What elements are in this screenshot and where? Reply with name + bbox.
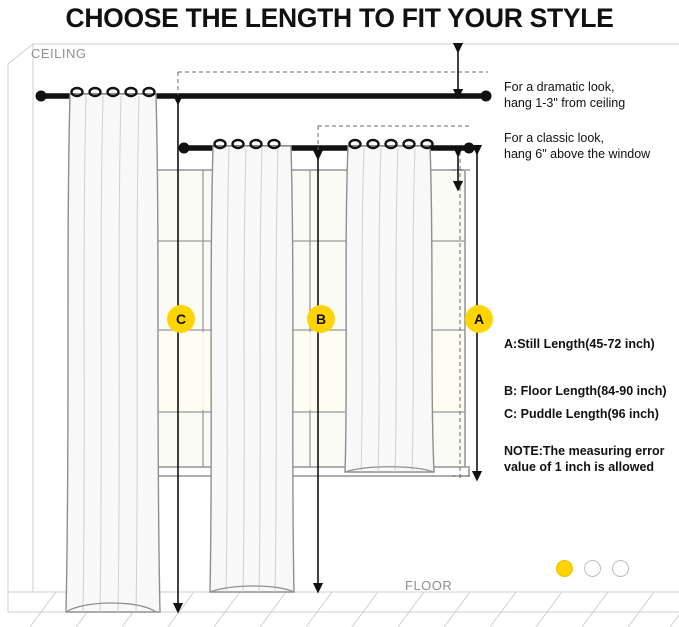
curtain-panel-b bbox=[210, 140, 294, 592]
legend-a: A:Still Length(45-72 inch) bbox=[504, 337, 655, 351]
page-title: CHOOSE THE LENGTH TO FIT YOUR STYLE bbox=[65, 3, 614, 33]
badge-a: A bbox=[465, 305, 493, 333]
classic-look-line-2: hang 6" above the window bbox=[504, 147, 651, 161]
carousel-dot-2[interactable] bbox=[584, 560, 601, 577]
measuring-error-line-1: NOTE:The measuring error bbox=[504, 444, 665, 458]
measuring-error-line-2: value of 1 inch is allowed bbox=[504, 460, 655, 474]
floor-label: FLOOR bbox=[405, 578, 453, 593]
dramatic-look-line-2: hang 1-3" from ceiling bbox=[504, 96, 626, 110]
legend-b: B: Floor Length(84-90 inch) bbox=[504, 384, 667, 398]
curtain-panel-a bbox=[345, 140, 434, 472]
dramatic-look-note bbox=[504, 79, 625, 111]
carousel-dot-3[interactable] bbox=[612, 560, 629, 577]
ceiling-label: CEILING bbox=[31, 46, 87, 61]
classic-look-line-1: For a classic look, bbox=[504, 131, 605, 145]
legend-c: C: Puddle Length(96 inch) bbox=[504, 407, 659, 421]
curtain-panel-c bbox=[66, 88, 160, 612]
badge-b: B bbox=[307, 305, 335, 333]
carousel-dots[interactable] bbox=[556, 560, 629, 577]
carousel-dot-1[interactable] bbox=[556, 560, 573, 577]
badge-c: C bbox=[167, 305, 195, 333]
dramatic-look-line-1: For a dramatic look, bbox=[504, 80, 615, 94]
measuring-error-note bbox=[504, 443, 664, 475]
classic-look-note bbox=[504, 130, 650, 162]
